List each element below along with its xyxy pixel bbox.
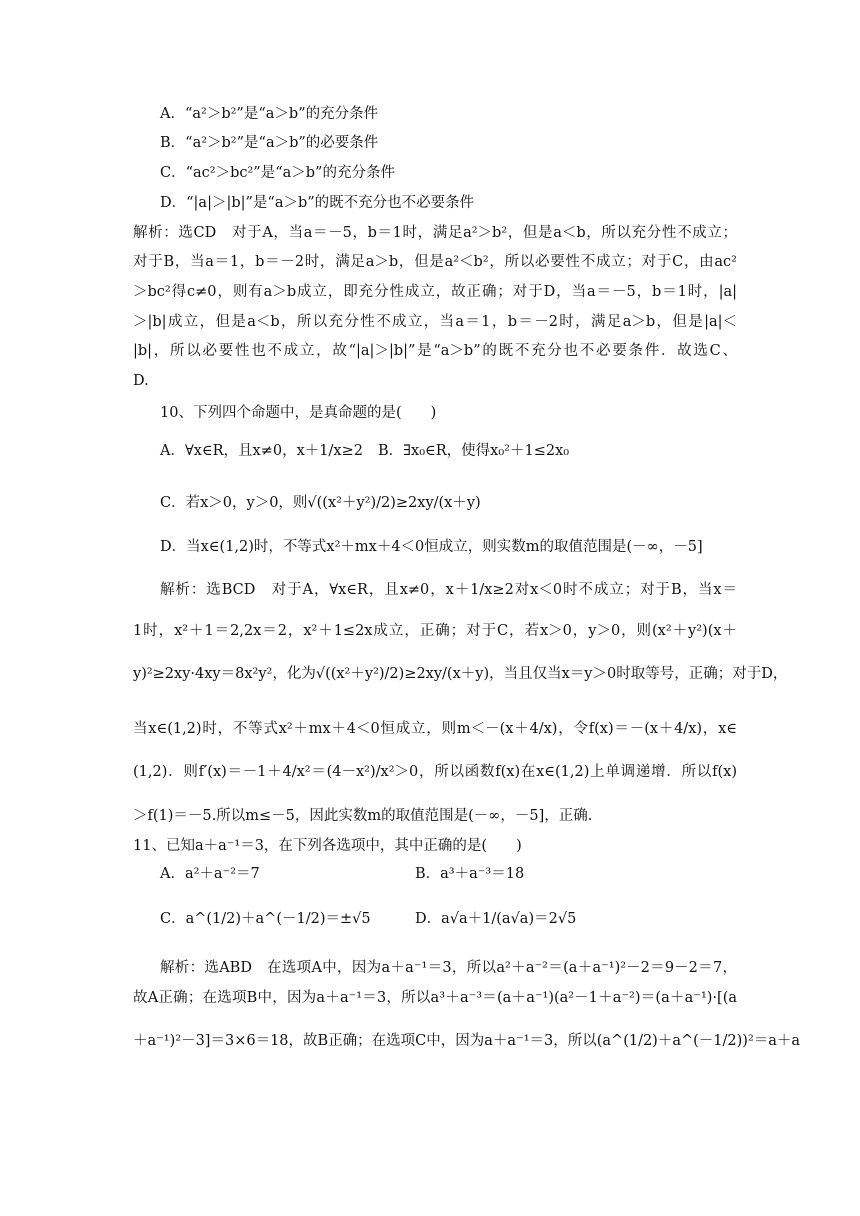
q9-solution-line-5: |b|，所以必要性也不成立，故“|a|＞|b|”是“a＞b”的既不充分也不必要条件．故选C、 (133, 343, 737, 359)
q9-option-d: D．“|a|＞|b|”是“a＞b”的既不充分也不必要条件 (160, 195, 475, 211)
q10-option-d: D．当x∈(1,2)时，不等式x²＋mx＋4＜0恒成立，则实数m的取值范围是(－∞，－5] (160, 539, 703, 555)
q10-option-a: A．∀x∈R，且x≠0，x＋1/x≥2 (160, 443, 363, 459)
q11-stem: 11、已知a＋a⁻¹＝3，在下列各选项中，其中正确的是( ) (133, 838, 522, 854)
q10-solution-line-2: 1时，x²＋1＝2,2x＝2，x²＋1≤2x成立，正确；对于C，若x＞0，y＞0，则(x²＋y²)(x＋ (133, 623, 737, 639)
q11-solution-line-3: ＋a⁻¹)²－3]＝3×6＝18，故B正确；在选项C中，因为a＋a⁻¹＝3，所以(a^(1/2)＋a^(－1/2))²＝a＋a (133, 1033, 801, 1049)
q11-solution-line-1: 解析：选ABD 在选项A中，因为a＋a⁻¹＝3，所以a²＋a⁻²＝(a＋a⁻¹)²－2＝9－2＝7， (160, 960, 737, 976)
q11-solution-line-2: 故A正确；在选项B中，因为a＋a⁻¹＝3，所以a³＋a⁻³＝(a＋a⁻¹)(a²－1＋a⁻²)＝(a＋a⁻¹)·[(a (133, 990, 737, 1006)
q9-solution-line-6: D. (133, 373, 149, 389)
q9-option-a: A．“a²＞b²”是“a＞b”的充分条件 (160, 106, 379, 122)
q9-solution-line-2: 对于B，当a＝1，b＝－2时，满足a＞b，但是a²＜b²，所以必要性不成立；对于C，由ac² (133, 254, 737, 270)
q9-solution-line-3: ＞bc²得c≠0，则有a＞b成立，即充分性成立，故正确；对于D，当a＝－5，b＝1时，|a| (133, 284, 737, 300)
q9-option-c: C．“ac²＞bc²”是“a＞b”的充分条件 (160, 165, 395, 181)
q10-option-b: B．∃x₀∈R，使得x₀²＋1≤2x₀ (378, 443, 570, 459)
q10-stem: 10、下列四个命题中，是真命题的是( ) (160, 405, 437, 421)
q9-option-b: B．“a²＞b²”是“a＞b”的必要条件 (160, 135, 379, 151)
q11-option-b: B．a³＋a⁻³＝18 (415, 866, 525, 882)
q10-option-c: C．若x＞0，y＞0，则√((x²＋y²)/2)≥2xy/(x＋y) (160, 495, 481, 511)
q10-solution-line-6: ＞f(1)＝－5.所以m≤－5，因此实数m的取值范围是(－∞，－5]，正确. (133, 808, 593, 824)
q9-solution-line-4: ＞|b|成立，但是a＜b，所以充分性不成立，当a＝1，b＝－2时，满足a＞b，但是|a|＜ (133, 314, 737, 330)
q11-option-a: A．a²＋a⁻²＝7 (160, 866, 260, 882)
q10-solution-line-1: 解析：选BCD 对于A，∀x∈R，且x≠0，x＋1/x≥2对x＜0时不成立；对于B，当x＝ (160, 582, 737, 598)
q10-solution-line-3: y)²≥2xy·4xy＝8x²y²，化为√((x²＋y²)/2)≥2xy/(x＋y)，当且仅当x＝y＞0时取等号，正确；对于D， (133, 666, 788, 682)
q10-solution-line-4: 当x∈(1,2)时，不等式x²＋mx＋4＜0恒成立，则m＜－(x＋4/x)，令f(x)＝－(x＋4/x)，x∈ (133, 721, 737, 737)
q11-option-c: C．a^(1/2)＋a^(－1/2)＝±√5 (160, 911, 371, 927)
q9-solution-line-1: 解析：选CD 对于A，当a＝－5，b＝1时，满足a²＞b²，但是a＜b，所以充分性不成立； (133, 225, 737, 241)
q10-solution-line-5: (1,2)．则f′(x)＝－1＋4/x²＝(4－x²)/x²＞0，所以函数f(x)在x∈(1,2)上单调递增．所以f(x) (133, 764, 737, 780)
q11-option-d: D．a√a＋1/(a√a)＝2√5 (415, 911, 577, 927)
